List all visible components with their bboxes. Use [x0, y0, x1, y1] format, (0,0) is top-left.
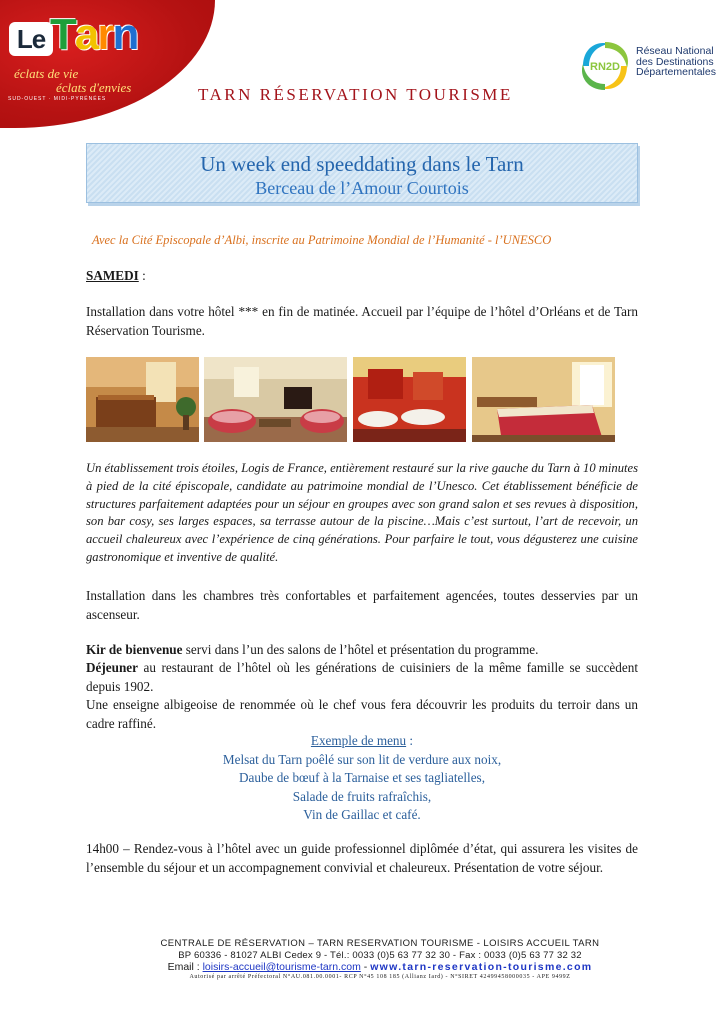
kir-text: servi dans l’un des salons de l’hôtel et présentation du programme. [182, 642, 539, 657]
kir-label: Kir de bienvenue [86, 642, 183, 657]
hotel-bedroom-photo [472, 357, 615, 442]
menu-heading-text: Exemple de menu [310, 733, 407, 748]
footer-legal: Autorisé par arrêté Préfectoral N°AU.081.00.0001- RCP N°45 108 185 (Allianz Iard) - N°SIRET 42499458000035 - APE 9499Z [189, 974, 571, 980]
rndd-name [636, 46, 716, 78]
footer-contact [100, 961, 660, 973]
page-subtitle: Berceau de l’Amour Courtois [255, 178, 469, 198]
logo-letter: T [50, 10, 77, 59]
email-label: Email : [167, 961, 203, 973]
rndd-name-line: Départementales [636, 66, 716, 78]
kir-paragraph [86, 641, 638, 660]
menu-heading [86, 732, 638, 751]
footer-line-2: BP 60336 - 81027 ALBI Cedex 9 - Tél.: 0033 (0)5 63 77 32 30 - Fax : 0033 (0)5 63 77 32 32 [178, 950, 582, 961]
afternoon-paragraph: 14h00 – Rendez-vous à l’hôtel avec un guide professionnel diplômée d’état, qui assurera les visites de l’ensemble du séjour et un accompagnement convivial et chaleureux. Présentation de votre séjour. [86, 841, 638, 875]
day-heading [86, 267, 638, 286]
dejeuner-paragraph [86, 659, 638, 696]
header-banner [0, 0, 215, 128]
svg-text:RN2D: RN2D [590, 61, 620, 73]
page-title: Un week end speeddating dans le Tarn [200, 152, 524, 176]
menu-item: Vin de Gaillac et café. [303, 807, 421, 822]
website-link[interactable]: www.tarn-reservation-tourisme.com [370, 961, 593, 973]
intro-paragraph: Installation dans votre hôtel *** en fin de matinée. Accueil par l’équipe de l’hôtel d’Orléans et de Tarn Réservation Tourisme. [86, 304, 638, 338]
unesco-line: Avec la Cité Episcopale d’Albi, inscrite au Patrimoine Mondial de l’Humanité - l’UNESCO [92, 233, 552, 247]
logo-letter: n [112, 10, 140, 59]
dejeuner-label: Déjeuner [86, 660, 138, 675]
rndd-logo [575, 36, 635, 96]
logo-le: Le [9, 22, 53, 56]
samedi-label: SAMEDI [86, 268, 139, 283]
rndd-name-line: Réseau National [636, 45, 714, 57]
hotel-description: Un établissement trois étoiles, Logis de France, entièrement restauré sur la rive gauche du Tarn à 10 minutes à pied de la cité épiscopale, candidate au patrimoine mondial de l’Unesco. Cet établissement bénéficie de structures parfaitement adaptées pour un séjour en groupes avec son grand salon et ses revues à disposition, son bar cosy, ses larges espaces, sa terrasse autour de la piscine…Mais c’est surtout, l’art de recevoir, un accueil chaleureux avec l’expérience de cinq générations. Pour parfaire le tout, vous dégusterez une cuisine gastronomique et inventive de qualité. [86, 461, 638, 564]
slogan-1: éclats de vie [14, 66, 79, 81]
footer-separator: - [360, 961, 371, 973]
title-box [86, 143, 638, 203]
email-link[interactable]: loisirs-accueil@tourisme-tarn.com [202, 961, 361, 973]
menu-item: Melsat du Tarn poêlé sur son lit de verdure aux noix, [222, 751, 502, 767]
region-label: SUD-OUEST · MIDI-PYRÉNÉES [8, 96, 107, 102]
footer-line-1: CENTRALE DE RÉSERVATION – TARN RESERVATION TOURISME - LOISIRS ACCUEIL TARN [160, 938, 600, 949]
site-title: TARN RÉSERVATION TOURISME [198, 85, 513, 104]
menu-item: Daube de bœuf à la Tarnaise et ses tagliatelles, [238, 770, 485, 785]
hotel-reception-photo [86, 357, 199, 442]
logo-letter: a [74, 10, 100, 59]
rooms-paragraph: Installation dans les chambres très confortables et parfaitement agencées, toutes desservies par un ascenseur. [86, 588, 638, 622]
menu-item: Salade de fruits rafraîchis, [292, 788, 432, 804]
slogan-2: éclats d'envies [56, 80, 132, 95]
logo-letter: r [97, 10, 115, 59]
hotel-salon-photo [204, 357, 347, 442]
menu-block [86, 732, 638, 825]
enseigne-paragraph: Une enseigne albigeoise de renommée où le chef vous fera découvrir les produits du terroir dans un cadre raffiné. [86, 697, 638, 731]
menu-heading-suffix: : [406, 733, 414, 748]
samedi-colon: : [138, 268, 146, 283]
logo-tarn [50, 10, 140, 60]
rndd-name-line: des Destinations [636, 55, 714, 68]
dejeuner-text: au restaurant de l’hôtel où les générations de cuisiniers de la même famille se succèdent depuis 1902. [86, 660, 638, 694]
hotel-restaurant-photo [353, 357, 466, 442]
